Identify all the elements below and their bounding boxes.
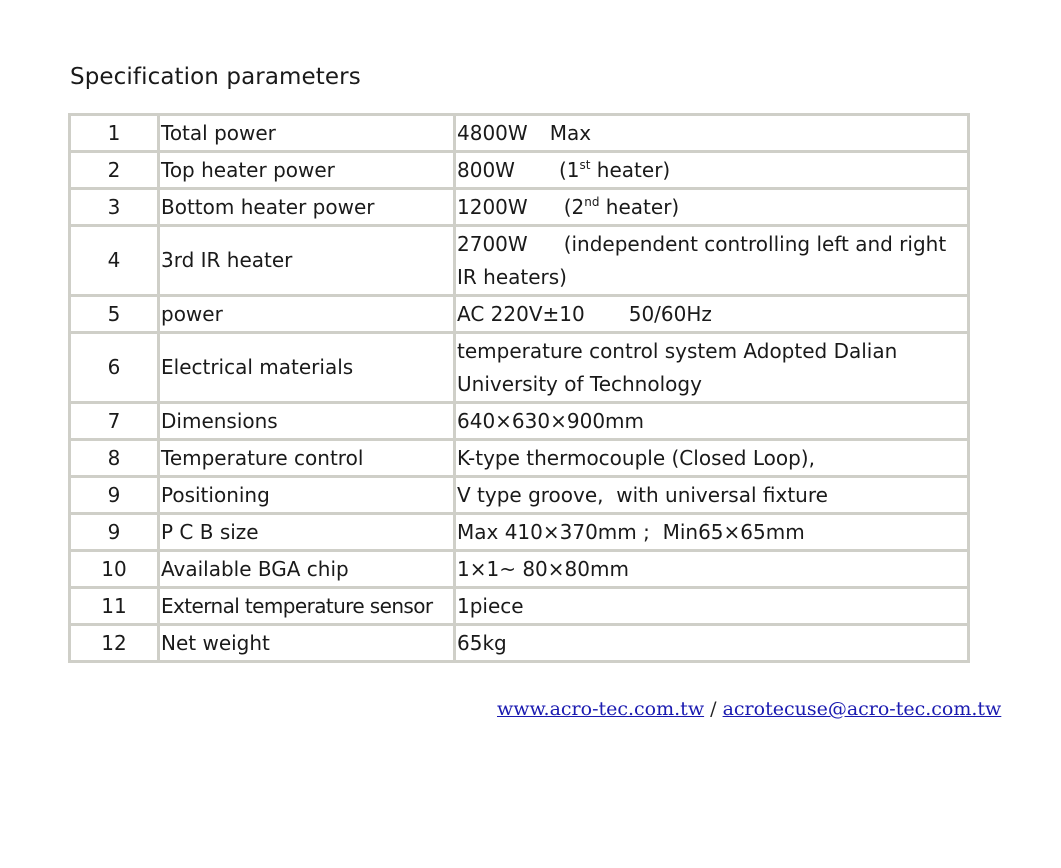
table-row: [70, 226, 969, 296]
parameter-value: [455, 189, 969, 226]
row-number: 11: [70, 588, 159, 625]
parameter-value: Max 410×370mm ; Min65×65mm: [455, 514, 969, 551]
parameter-name: Total power: [159, 115, 455, 152]
table-row: [70, 189, 969, 226]
row-number: 5: [70, 296, 159, 333]
specification-table: [68, 113, 970, 663]
parameter-value: 65kg: [455, 625, 969, 662]
row-number: 10: [70, 551, 159, 588]
value-main: 2700W: [457, 231, 528, 256]
parameter-value: 640×630×900mm: [455, 403, 969, 440]
table-row: [70, 477, 969, 514]
table-row: [70, 152, 969, 189]
value-note: Max: [549, 120, 592, 145]
table-row: [70, 296, 969, 333]
ordinal-suffix: nd: [584, 194, 600, 209]
table-row: [70, 551, 969, 588]
parameter-value: V type groove, with universal fixture: [455, 477, 969, 514]
value-main: 4800W: [457, 120, 528, 145]
value-note-rest: heater): [599, 194, 680, 219]
value-main: 1200W: [457, 194, 528, 219]
row-number: 1: [70, 115, 159, 152]
row-number: 6: [70, 333, 159, 403]
parameter-name: External temperature sensor: [159, 588, 455, 625]
value-note: (independent controlling left and right IR heaters): [457, 231, 947, 289]
table-row: [70, 115, 969, 152]
parameter-name: 3rd IR heater: [159, 226, 455, 296]
row-number: 9: [70, 514, 159, 551]
table-row: [70, 333, 969, 403]
value-main: 800W: [457, 157, 515, 182]
row-number: 12: [70, 625, 159, 662]
row-number: 4: [70, 226, 159, 296]
table-row: [70, 403, 969, 440]
table-row: [70, 440, 969, 477]
parameter-name: Positioning: [159, 477, 455, 514]
value-main: AC 220V±10: [457, 301, 585, 326]
parameter-name: Dimensions: [159, 403, 455, 440]
parameter-value: 1×1~ 80×80mm: [455, 551, 969, 588]
value-note: (2: [563, 194, 585, 219]
parameter-name: Temperature control: [159, 440, 455, 477]
value-note: 50/60Hz: [628, 301, 712, 326]
table-row: [70, 625, 969, 662]
table-row: [70, 588, 969, 625]
row-number: 9: [70, 477, 159, 514]
parameter-name: Available BGA chip: [159, 551, 455, 588]
parameter-value: [455, 152, 969, 189]
email-link[interactable]: acrotecuse@acro-tec.com.tw: [722, 698, 1002, 720]
row-number: 8: [70, 440, 159, 477]
parameter-name: P C B size: [159, 514, 455, 551]
parameter-value: K-type thermocouple (Closed Loop),: [455, 440, 969, 477]
row-number: 2: [70, 152, 159, 189]
table-row: [70, 514, 969, 551]
contact-footer: [497, 698, 1001, 720]
parameter-name: power: [159, 296, 455, 333]
website-link[interactable]: www.acro-tec.com.tw: [497, 698, 705, 720]
parameter-name: Top heater power: [159, 152, 455, 189]
parameter-name: Net weight: [159, 625, 455, 662]
value-note-rest: heater): [590, 157, 671, 182]
row-number: 3: [70, 189, 159, 226]
row-number: 7: [70, 403, 159, 440]
value-note: (1: [558, 157, 580, 182]
ordinal-suffix: st: [579, 157, 591, 172]
parameter-value: temperature control system Adopted Dalian University of Technology: [455, 333, 969, 403]
parameter-value: [455, 115, 969, 152]
page-title: Specification parameters: [70, 64, 361, 90]
parameter-value: [455, 296, 969, 333]
parameter-value: 1piece: [455, 588, 969, 625]
parameter-name: Bottom heater power: [159, 189, 455, 226]
link-separator: /: [704, 698, 723, 720]
parameter-value: [455, 226, 969, 296]
parameter-name: Electrical materials: [159, 333, 455, 403]
